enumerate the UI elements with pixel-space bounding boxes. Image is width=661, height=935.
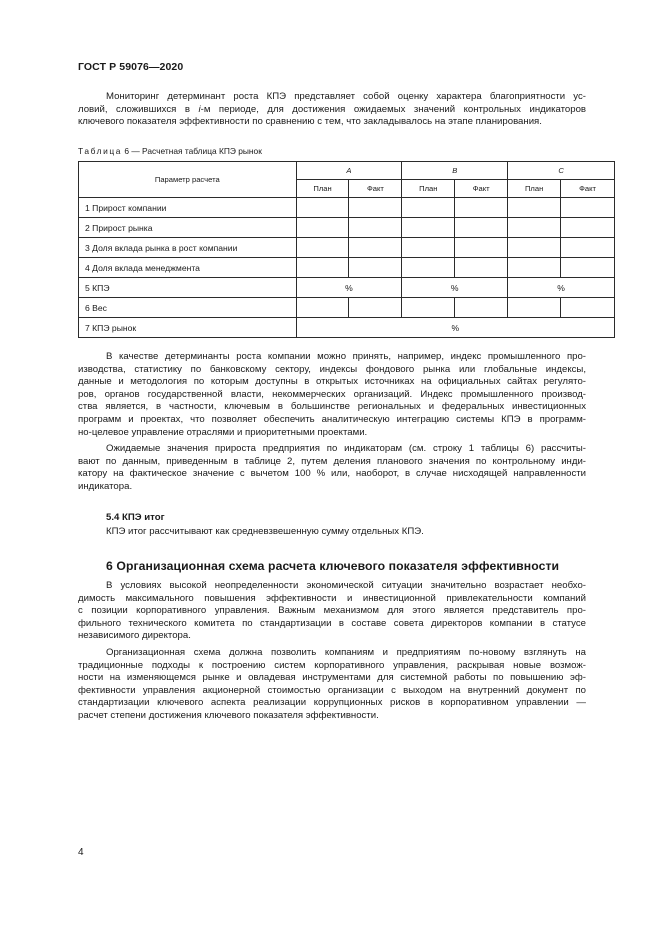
total-percent-cell: %	[296, 318, 614, 338]
section-title: 6 Организационная схема расчета ключевого показателя эффективности	[106, 559, 560, 573]
table-cell	[296, 298, 349, 318]
table-cell	[561, 198, 615, 218]
text-fragment: -м периоде, для достижения ожидаемых значений контрольных индикаторов	[200, 103, 587, 115]
text-line: расчет степени достижения ключевого показателя эффективности.	[78, 709, 379, 721]
row-label: 1 Прирост компании	[79, 198, 297, 218]
table-row	[79, 318, 615, 338]
row-label: 5 КПЭ	[79, 278, 297, 298]
text-line: фективности управления акционерной стоимостью организации с выходом на внутренний документ по	[78, 684, 586, 696]
plan-header: План	[508, 180, 561, 198]
caption-text: 6 — Расчетная таблица КПЭ рынок	[122, 146, 262, 156]
group-label: C	[558, 166, 564, 175]
param-header: Параметр расчета	[79, 162, 297, 198]
expected-values-paragraph	[78, 443, 586, 493]
table-header-row	[79, 162, 615, 180]
text-line: данные и методология по которым доступны в открытых источниках на официальных сайтах регулято-	[78, 376, 586, 388]
table-caption	[78, 146, 262, 156]
group-label: A	[346, 166, 352, 175]
table-cell	[402, 218, 455, 238]
caption-prefix: Таблица	[78, 146, 123, 156]
table-cell	[455, 218, 508, 238]
text-line: Мониторинг детерминант роста КПЭ представляет собой оценку характера благоприятности ус-	[106, 91, 586, 102]
standard-header: ГОСТ Р 59076—2020	[78, 61, 184, 73]
text-line: Организационная схема должна позволить компаниям и предприятиям по-новому взглянуть на	[106, 647, 586, 658]
percent-cell: %	[508, 278, 615, 298]
text-line: вают по данным, приведенным в таблице 2, путем деления планового значения по контрольному инди-	[78, 455, 586, 467]
text-line: с позиции корпоративного управления. Важным механизмом для этого является представитель про-	[78, 605, 586, 617]
text-line: фильного технического комитета по стандартизации в составе совета директоров компании в статусе	[78, 617, 586, 629]
plan-header: План	[402, 180, 455, 198]
text-line: стандартизации ключевого аспекта реализации коррупционных рисков в корпоративном управлении —	[78, 697, 586, 709]
text-line: Ожидаемые значения прироста предприятия по индикаторам (см. строку 1 таблицы 6) рассчиты-	[106, 443, 586, 454]
section6-paragraph-2	[78, 647, 586, 723]
text-line	[78, 104, 586, 117]
group-label: B	[452, 166, 458, 175]
plan-header: План	[296, 180, 349, 198]
table-row	[79, 298, 615, 318]
table-cell	[561, 298, 615, 318]
text-line: изводства, статистику по банковскому сектору, индексы фондового рынка или глобальные индексы,	[78, 363, 586, 375]
table-cell	[455, 238, 508, 258]
table-cell	[349, 238, 402, 258]
table-cell	[349, 298, 402, 318]
text-line: традиционные подходы к построению систем корпоративного управления, раскрывая новые возмож-	[78, 659, 586, 671]
table-cell	[349, 218, 402, 238]
row-label: 4 Доля вклада менеджмента	[79, 258, 297, 278]
table-cell	[296, 198, 349, 218]
table-cell	[561, 258, 615, 278]
table-cell	[508, 238, 561, 258]
text-line: индикатора.	[78, 480, 133, 492]
text-line: В качестве детерминанты роста компании можно принять, например, индекс промышленного про-	[106, 351, 586, 362]
group-header-a	[296, 162, 402, 180]
table-cell	[402, 238, 455, 258]
table-cell	[561, 218, 615, 238]
table-cell	[455, 298, 508, 318]
table-cell	[349, 198, 402, 218]
table-cell	[508, 198, 561, 218]
fact-header: Факт	[561, 180, 615, 198]
kpi-market-table	[78, 161, 615, 338]
group-header-c	[508, 162, 615, 180]
percent-cell: %	[296, 278, 402, 298]
text-line: программ и проектах, что позволяет обеспечить аналитическую интеграцию системы КПЭ в программ-	[78, 413, 586, 425]
text-line: димость максимального повышения эффективности и инвестиционной привлекательности компаний	[78, 592, 586, 604]
table-row	[79, 258, 615, 278]
italic-variable: i	[198, 103, 201, 115]
table-cell	[402, 198, 455, 218]
table-cell	[402, 258, 455, 278]
text-line: ключевого показателя эффективности по сравнению с тем, что закладывалось на этапе планирования.	[78, 116, 542, 128]
table-row	[79, 218, 615, 238]
table-cell	[296, 218, 349, 238]
row-label: 3 Доля вклада рынка в рост компании	[79, 238, 297, 258]
table-row	[79, 198, 615, 218]
text-line: ности на изменяющемся рынке и овладевая инструментами для системной работы по повышению эф-	[78, 672, 586, 684]
table-cell	[561, 238, 615, 258]
fact-header: Факт	[349, 180, 402, 198]
percent-cell: %	[402, 278, 508, 298]
page-number: 4	[78, 847, 84, 858]
table-cell	[349, 258, 402, 278]
table-cell	[296, 258, 349, 278]
table-cell	[508, 218, 561, 238]
table-cell	[508, 298, 561, 318]
text-line: ства является, в частности, ключевым в большинстве региональных и федеральных инвестиционных	[78, 401, 586, 413]
intro-paragraph	[78, 91, 586, 129]
table-cell	[455, 198, 508, 218]
table-cell	[455, 258, 508, 278]
determinants-paragraph	[78, 351, 586, 439]
text-line: ров, органов государственной власти, некоммерческих организаций. Индекс промышленного производ-	[78, 388, 586, 400]
table-cell	[296, 238, 349, 258]
text-line: КПЭ итог рассчитывают как средневзвешенную сумму отдельных КПЭ.	[106, 526, 424, 537]
row-label: 7 КПЭ рынок	[79, 318, 297, 338]
text-line: В условиях высокой неопределенности экономической ситуации значительно возрастает необхо-	[106, 580, 586, 591]
fact-header: Факт	[455, 180, 508, 198]
text-line: катору на фактическое значение с вычетом 100 % или, наоборот, в случае нисходящей направленности	[78, 468, 586, 480]
subsection-title: 5.4 КПЭ итог	[106, 512, 165, 523]
subsection-paragraph	[78, 526, 586, 539]
text-line: независимого директора.	[78, 630, 191, 642]
table-cell	[402, 298, 455, 318]
table-row	[79, 238, 615, 258]
row-label: 2 Прирост рынка	[79, 218, 297, 238]
section6-paragraph-1	[78, 580, 586, 643]
row-label: 6 Вес	[79, 298, 297, 318]
text-line: но-целевое управление отраслями и приоритетными проектами.	[78, 426, 368, 438]
group-header-b	[402, 162, 508, 180]
table-row	[79, 278, 615, 298]
table-cell	[508, 258, 561, 278]
text-fragment: ловий, сложившихся в	[78, 103, 190, 115]
